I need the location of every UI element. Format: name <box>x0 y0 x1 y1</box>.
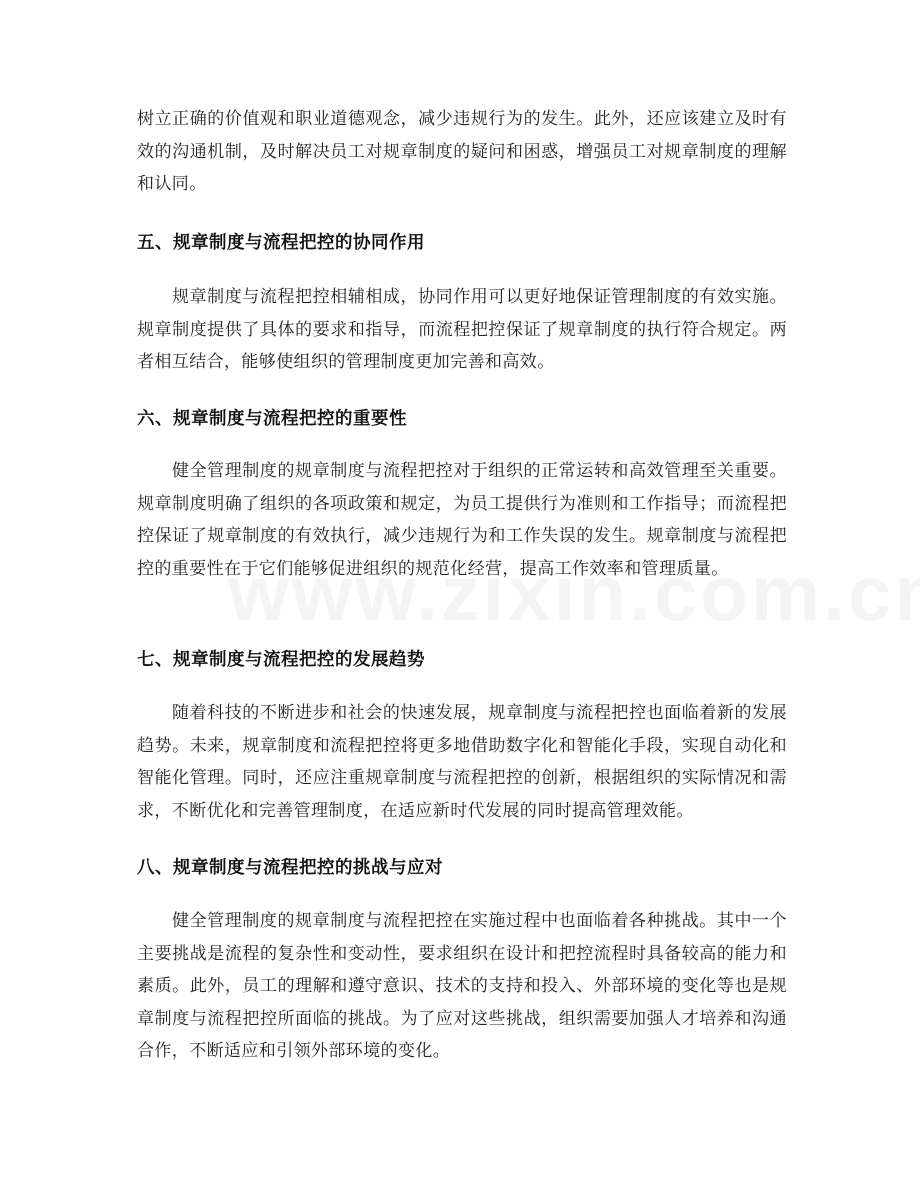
paragraph-section-5: 规章制度与流程把控相辅相成，协同作用可以更好地保证管理制度的有效实施。规章制度提供了具体的要求和指导，而流程把控保证了规章制度的执行符合规定。两者相互结合，能够使组织的管理制度更加完善和高效。 <box>137 287 787 373</box>
section-heading-5: 五、规章制度与流程把控的协同作用 <box>137 233 425 253</box>
paragraph-continued: 树立正确的价值观和职业道德观念，减少违规行为的发生。此外，还应该建立及时有效的沟通机制，及时解决员工对规章制度的疑问和困惑，增强员工对规章制度的理解和认同。 <box>137 109 787 195</box>
section-heading-7: 七、规章制度与流程把控的发展趋势 <box>137 650 425 670</box>
section-heading-8: 八、规章制度与流程把控的挑战与应对 <box>137 858 443 878</box>
paragraph-section-6: 健全管理制度的规章制度与流程把控对于组织的正常运转和高效管理至关重要。规章制度明确了组织的各项政策和规定，为员工提供行为准则和工作指导；而流程把控保证了规章制度的有效执行，减少违规行为和工作失误的发生。规章制度与流程把控的重要性在于它们能够促进组织的规范化经营，提高工作效率和管理质量。 <box>137 461 787 579</box>
paragraph-section-8: 健全管理制度的规章制度与流程把控在实施过程中也面临着各种挑战。其中一个主要挑战是流程的复杂性和变动性，要求组织在设计和把控流程时具备较高的能力和素质。此外，员工的理解和遵守意识、技术的支持和投入、外部环境的变化等也是规章制度与流程把控所面临的挑战。为了应对这些挑战，组织需要加强人才培养和沟通合作，不断适应和引领外部环境的变化。 <box>137 911 787 1062</box>
paragraph-section-7: 随着科技的不断进步和社会的快速发展，规章制度与流程把控也面临着新的发展趋势。未来，规章制度和流程把控将更多地借助数字化和智能化手段，实现自动化和智能化管理。同时，还应注重规章制度与流程把控的创新，根据组织的实际情况和需求，不断优化和完善管理制度，在适应新时代发展的同时提高管理效能。 <box>137 703 787 821</box>
section-heading-6: 六、规章制度与流程把控的重要性 <box>137 409 407 429</box>
